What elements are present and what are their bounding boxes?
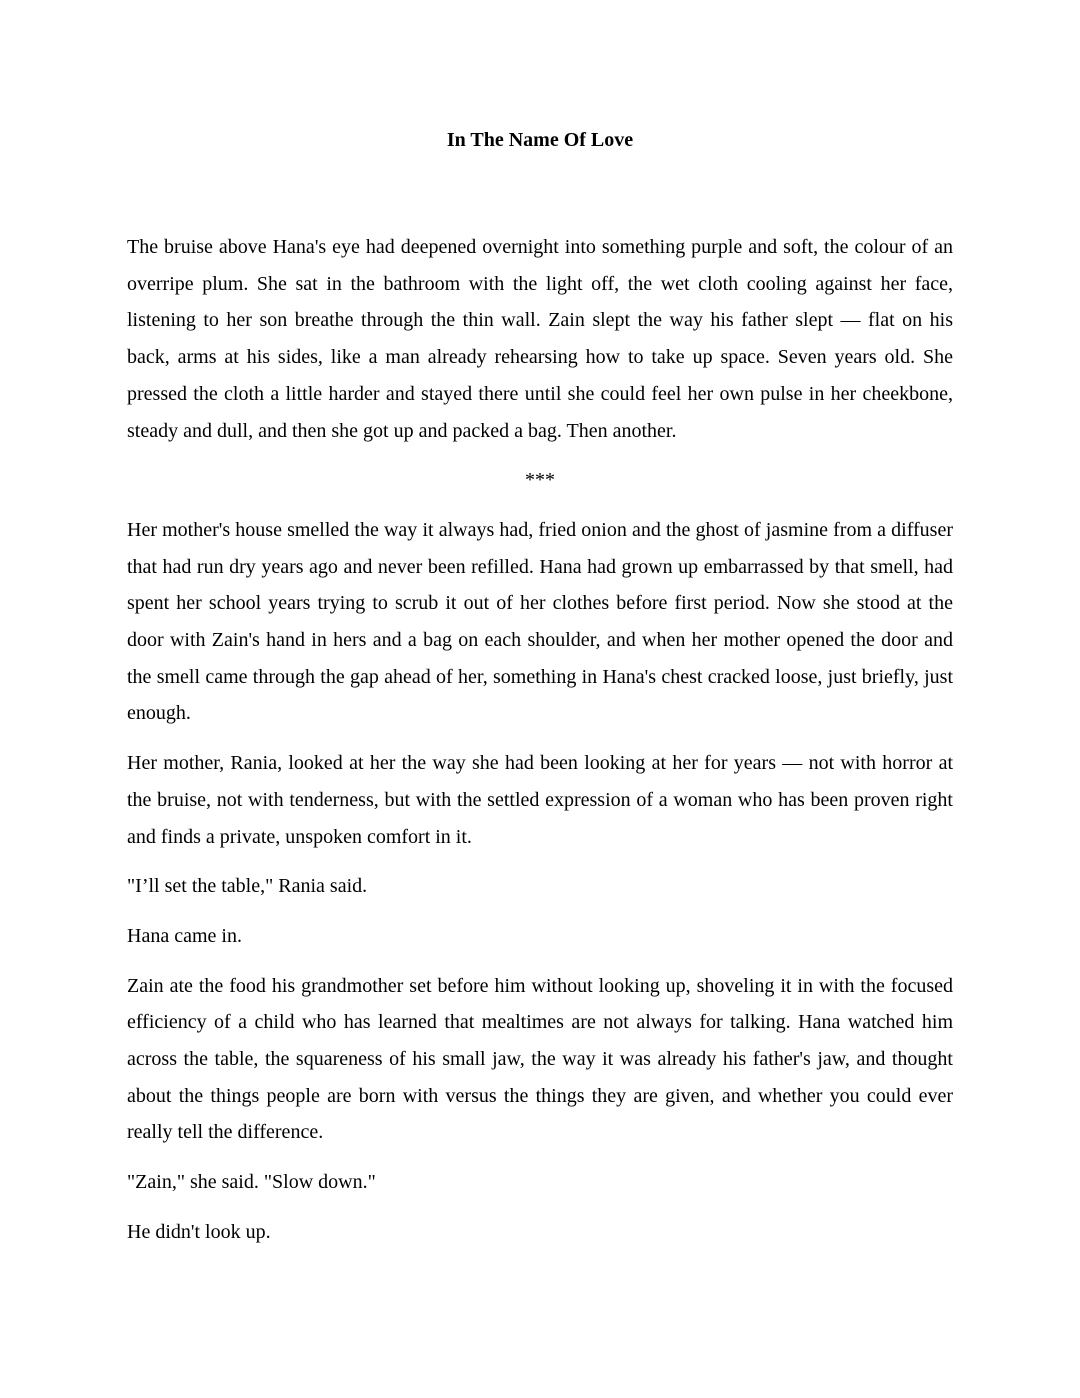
document-title: In The Name Of Love: [446, 129, 634, 151]
paragraph-4: "I’ll set the table," Rania said.: [127, 875, 368, 898]
document-page: [127, 127, 953, 1264]
paragraph-1: The bruise above Hana's eye had deepened overnight into something purple and soft, the colour of an overripe plum. She sat in the bathroom with the light off, the wet cloth cooling against her face, listening to her son breathe through the thin wall. Zain slept the way his father slept — flat on his back, arms at his sides, like a man already rehearsing how to take up space. Seven years old. She pressed the cloth a little harder and stayed there until she could feel her own pulse in her cheekbone, steady and dull, and then she got up and packed a bag. Then another.: [127, 236, 953, 442]
paragraph-8: He didn't look up.: [127, 1220, 271, 1243]
paragraph-6: Zain ate the food his grandmother set before him without looking up, shoveling it in with the focused efficiency of a child who has learned that mealtimes are not always for talking. Hana watched him across the table, the squareness of his small jaw, the way it was already his father's jaw, and thought about the things people are born with versus the things they are given, and whether you could ever really tell the difference.: [127, 974, 953, 1144]
paragraph-2: Her mother's house smelled the way it always had, fried onion and the ghost of jasmine from a diffuser that had run dry years ago and never been refilled. Hana had grown up embarrassed by that smell, had spent her school years trying to scrub it out of her clothes before first period. Now she stood at the door with Zain's hand in hers and a bag on each shoulder, and when her mother opened the door and the smell came through the gap ahead of her, something in Hana's chest cracked loose, just briefly, just enough.: [127, 518, 953, 725]
paragraph-5: Hana came in.: [127, 924, 242, 947]
paragraph-7: "Zain," she said. "Slow down.": [127, 1171, 376, 1194]
paragraph-3: Her mother, Rania, looked at her the way she had been looking at her for years — not with horror at the bruise, not with tenderness, but with the settled expression of a woman who has been proven right and finds a private, unspoken comfort in it.: [127, 752, 953, 848]
section-separator: ***: [525, 469, 555, 492]
